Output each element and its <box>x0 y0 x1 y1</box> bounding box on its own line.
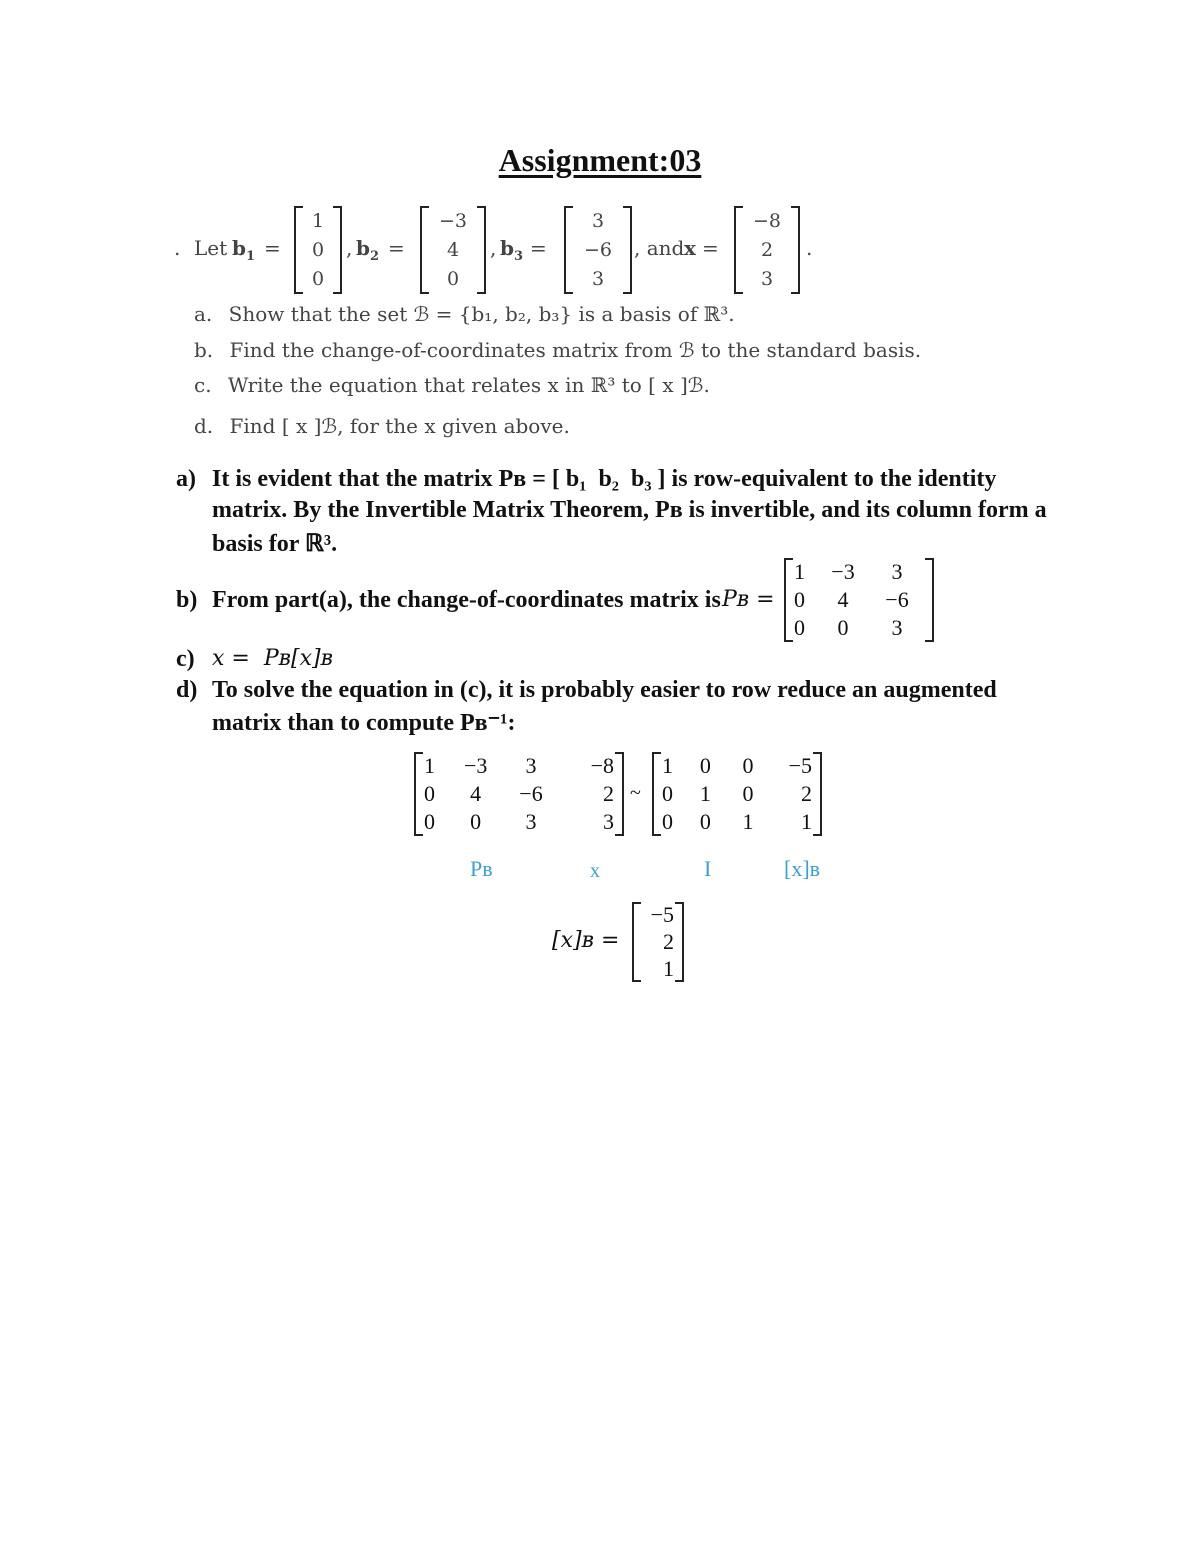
b1-symbol: $b_1$ <box>232 236 256 264</box>
x-symbol: x <box>684 236 696 260</box>
comma: , <box>346 236 353 260</box>
label-pb: Pʙ <box>470 856 493 881</box>
part-label: d. <box>194 414 214 438</box>
vector-x <box>734 206 800 294</box>
label-i: I <box>704 856 712 881</box>
aug-entry: 0 <box>424 809 435 834</box>
answer-c-label: c) <box>176 646 195 672</box>
pb-entry: 3 <box>891 615 903 640</box>
aug-entry: 0 <box>470 809 482 834</box>
x-entry: −8 <box>752 209 781 232</box>
vector-b2 <box>420 206 486 294</box>
reduced-entry: −5 <box>788 753 812 778</box>
pb-entry: 1 <box>794 559 805 584</box>
comma: , <box>490 236 497 260</box>
row-equivalent-tilde: ~ <box>630 782 641 804</box>
x-equals: = <box>702 236 719 260</box>
b1-entry: 0 <box>311 238 325 261</box>
part-text: Find the change-of-coordinates matrix from ℬ to the standard basis. <box>229 338 922 362</box>
pb-entry: −3 <box>831 559 855 584</box>
label-xb: [x]ʙ <box>784 856 821 881</box>
pb-lhs: Pʙ = <box>722 587 775 612</box>
reduced-entry: 0 <box>699 753 711 778</box>
answer-a-line2: matrix. By the Invertible Matrix Theorem, Pʙ is invertible, and its column form a <box>212 497 1047 523</box>
b3-entry: 3 <box>591 209 605 232</box>
aug-entry: 3 <box>602 809 614 834</box>
b3-entry: −6 <box>583 238 612 261</box>
aug-entry: 3 <box>525 809 537 834</box>
answer-a-line1: It is evident that the matrix Pʙ = [ b₁ b₂ b₃ ] is row-equivalent to the identity <box>212 466 997 492</box>
reduced-matrix <box>652 752 822 836</box>
part-text: Show that the set ℬ = {b₁, b₂, b₃} is a basis of ℝ³. <box>228 302 735 326</box>
pb-entry: 0 <box>794 615 805 640</box>
aug-entry: 0 <box>424 781 435 806</box>
result-lhs: [x]ʙ = <box>552 928 620 953</box>
result-entry: 2 <box>663 928 674 954</box>
answer-b-text: From part(a), the change-of-coordinates matrix is <box>212 587 721 613</box>
reduced-entry: 0 <box>699 809 711 834</box>
pb-entry: 4 <box>837 587 849 612</box>
b2-entry: 0 <box>446 268 460 291</box>
pb-matrix <box>784 558 934 642</box>
answer-d-label: d) <box>176 677 198 703</box>
reduced-entry: 0 <box>662 781 673 806</box>
part-text: Find [ x ]ℬ, for the x given above. <box>229 414 570 438</box>
reduced-entry: 0 <box>742 781 754 806</box>
answer-a-line3: basis for ℝ³. <box>212 531 338 557</box>
reduced-entry: 0 <box>662 809 673 834</box>
b1-entry: 0 <box>311 268 325 291</box>
b3-entry: 3 <box>591 268 605 291</box>
b3-equals: = <box>530 236 547 260</box>
result-entry: −5 <box>650 902 674 928</box>
part-label: c. <box>194 373 212 397</box>
problem-part-d <box>194 414 570 438</box>
reduced-entry: 0 <box>742 753 754 778</box>
b2-equals: = <box>388 236 405 260</box>
b2-symbol: $b_2$ <box>356 236 380 264</box>
part-label: a. <box>194 302 213 326</box>
part-text: Write the equation that relates x in ℝ³ to [ x ]ℬ. <box>227 373 710 397</box>
reduced-entry: 2 <box>801 781 812 806</box>
reduced-entry: 1 <box>801 809 812 834</box>
answer-d-line2: matrix than to compute Pʙ⁻¹: <box>212 710 516 736</box>
aug-entry: 2 <box>602 781 614 806</box>
x-entry: 2 <box>760 238 774 261</box>
period: . <box>806 236 813 260</box>
b2-entry: −3 <box>438 209 467 232</box>
assignment-title: Assignment:03 <box>498 142 702 178</box>
problem-statement <box>0 200 1200 300</box>
problem-part-a <box>194 302 735 326</box>
augmented-matrix <box>414 752 624 836</box>
x-entry: 3 <box>760 268 774 291</box>
b1-entry: 1 <box>311 209 325 232</box>
pb-entry: −6 <box>885 587 909 612</box>
and-word: , and <box>634 236 685 260</box>
reduced-entry: 1 <box>699 781 711 806</box>
aug-entry: 3 <box>525 753 537 778</box>
answer-c-equation: x = Pʙ[x]ʙ <box>212 646 333 671</box>
answer-b-label: b) <box>176 587 198 613</box>
result-vector <box>632 902 684 982</box>
result-entry: 1 <box>663 955 674 981</box>
aug-entry: −6 <box>519 781 543 806</box>
aug-entry: −3 <box>463 753 488 778</box>
answer-d-line1: To solve the equation in (c), it is probably easier to row reduce an augmented <box>212 677 997 703</box>
part-label: b. <box>194 338 214 362</box>
answer-a-label: a) <box>176 466 196 492</box>
vector-b1 <box>294 206 342 294</box>
vector-b3 <box>564 206 632 294</box>
bullet: . <box>174 236 181 260</box>
b2-entry: 4 <box>446 238 460 261</box>
aug-entry: 4 <box>470 781 482 806</box>
problem-part-b <box>194 338 921 362</box>
aug-entry: −8 <box>590 753 614 778</box>
b1-equals: = <box>264 236 281 260</box>
reduced-entry: 1 <box>662 753 673 778</box>
pb-entry: 3 <box>891 559 903 584</box>
pb-entry: 0 <box>837 615 849 640</box>
b3-symbol: $b_3$ <box>500 236 524 264</box>
problem-part-c <box>194 373 710 397</box>
let-word: Let <box>194 236 228 260</box>
aug-entry: 1 <box>424 753 435 778</box>
pb-entry: 0 <box>794 587 805 612</box>
label-x: x <box>590 860 600 882</box>
reduced-entry: 1 <box>742 809 754 834</box>
